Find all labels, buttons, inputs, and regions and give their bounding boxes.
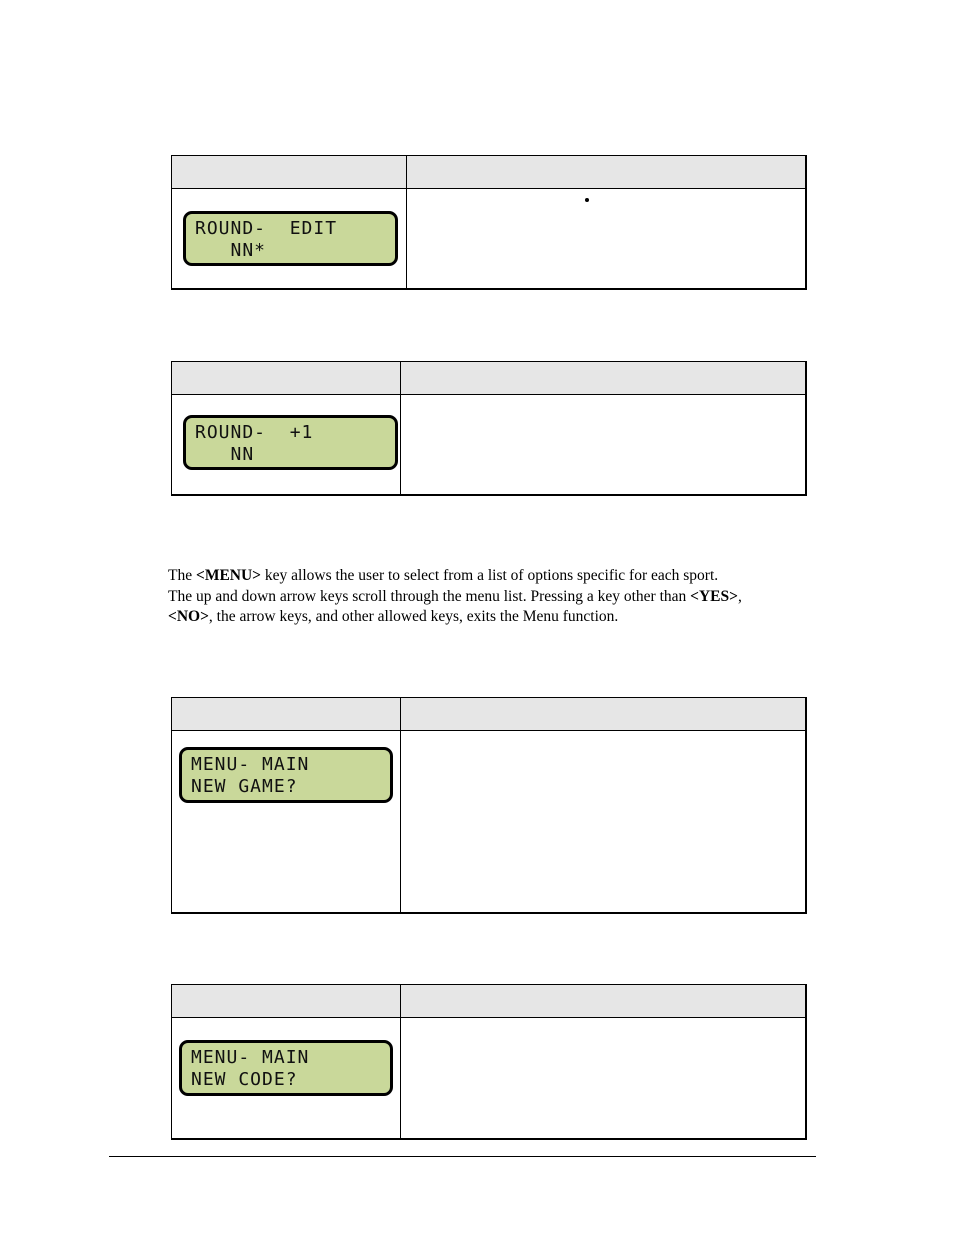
menu-new-code-table [171,984,807,1140]
footer-rule [109,1156,816,1157]
lcd-line-2: NEW GAME? [191,776,298,797]
lcd-line-2: NN [195,444,255,465]
menu-new-game-table [171,697,807,914]
menu-description-paragraph [168,566,818,628]
table-header [172,698,805,731]
column-divider [406,156,407,288]
yes-key: <YES> [690,587,738,605]
paragraph-line-3: <NO>, the arrow keys, and other allowed keys, exits the Menu function. [168,608,619,625]
lcd-line-1: ROUND- +1 [195,422,314,443]
table-header [172,362,805,395]
lcd-line-2: NEW CODE? [191,1069,298,1090]
table-header [172,156,805,189]
lcd-display-new-code [179,1040,393,1096]
column-divider [400,985,401,1138]
paragraph-line-1: The <MENU> key allows the user to select from a list of options specific for each sport. [168,567,719,584]
lcd-display-round-increment [183,415,398,470]
column-divider [400,698,401,912]
table-header [172,985,805,1018]
lcd-line-1: MENU- MAIN [191,754,310,775]
lcd-display-new-game [179,747,393,803]
no-key: <NO> [168,608,209,625]
lcd-display-round-edit [183,211,398,266]
round-increment-table [171,361,807,496]
bullet-dot [585,198,589,202]
column-divider [400,362,401,494]
lcd-line-1: ROUND- EDIT [195,218,338,239]
lcd-line-2: NN* [195,240,267,261]
menu-key: <MENU> [195,567,262,584]
round-edit-table [171,155,807,290]
paragraph-line-2: The up and down arrow keys scroll through the menu list. Pressing a key other than <YES>, [168,587,742,605]
lcd-line-1: MENU- MAIN [191,1047,310,1068]
